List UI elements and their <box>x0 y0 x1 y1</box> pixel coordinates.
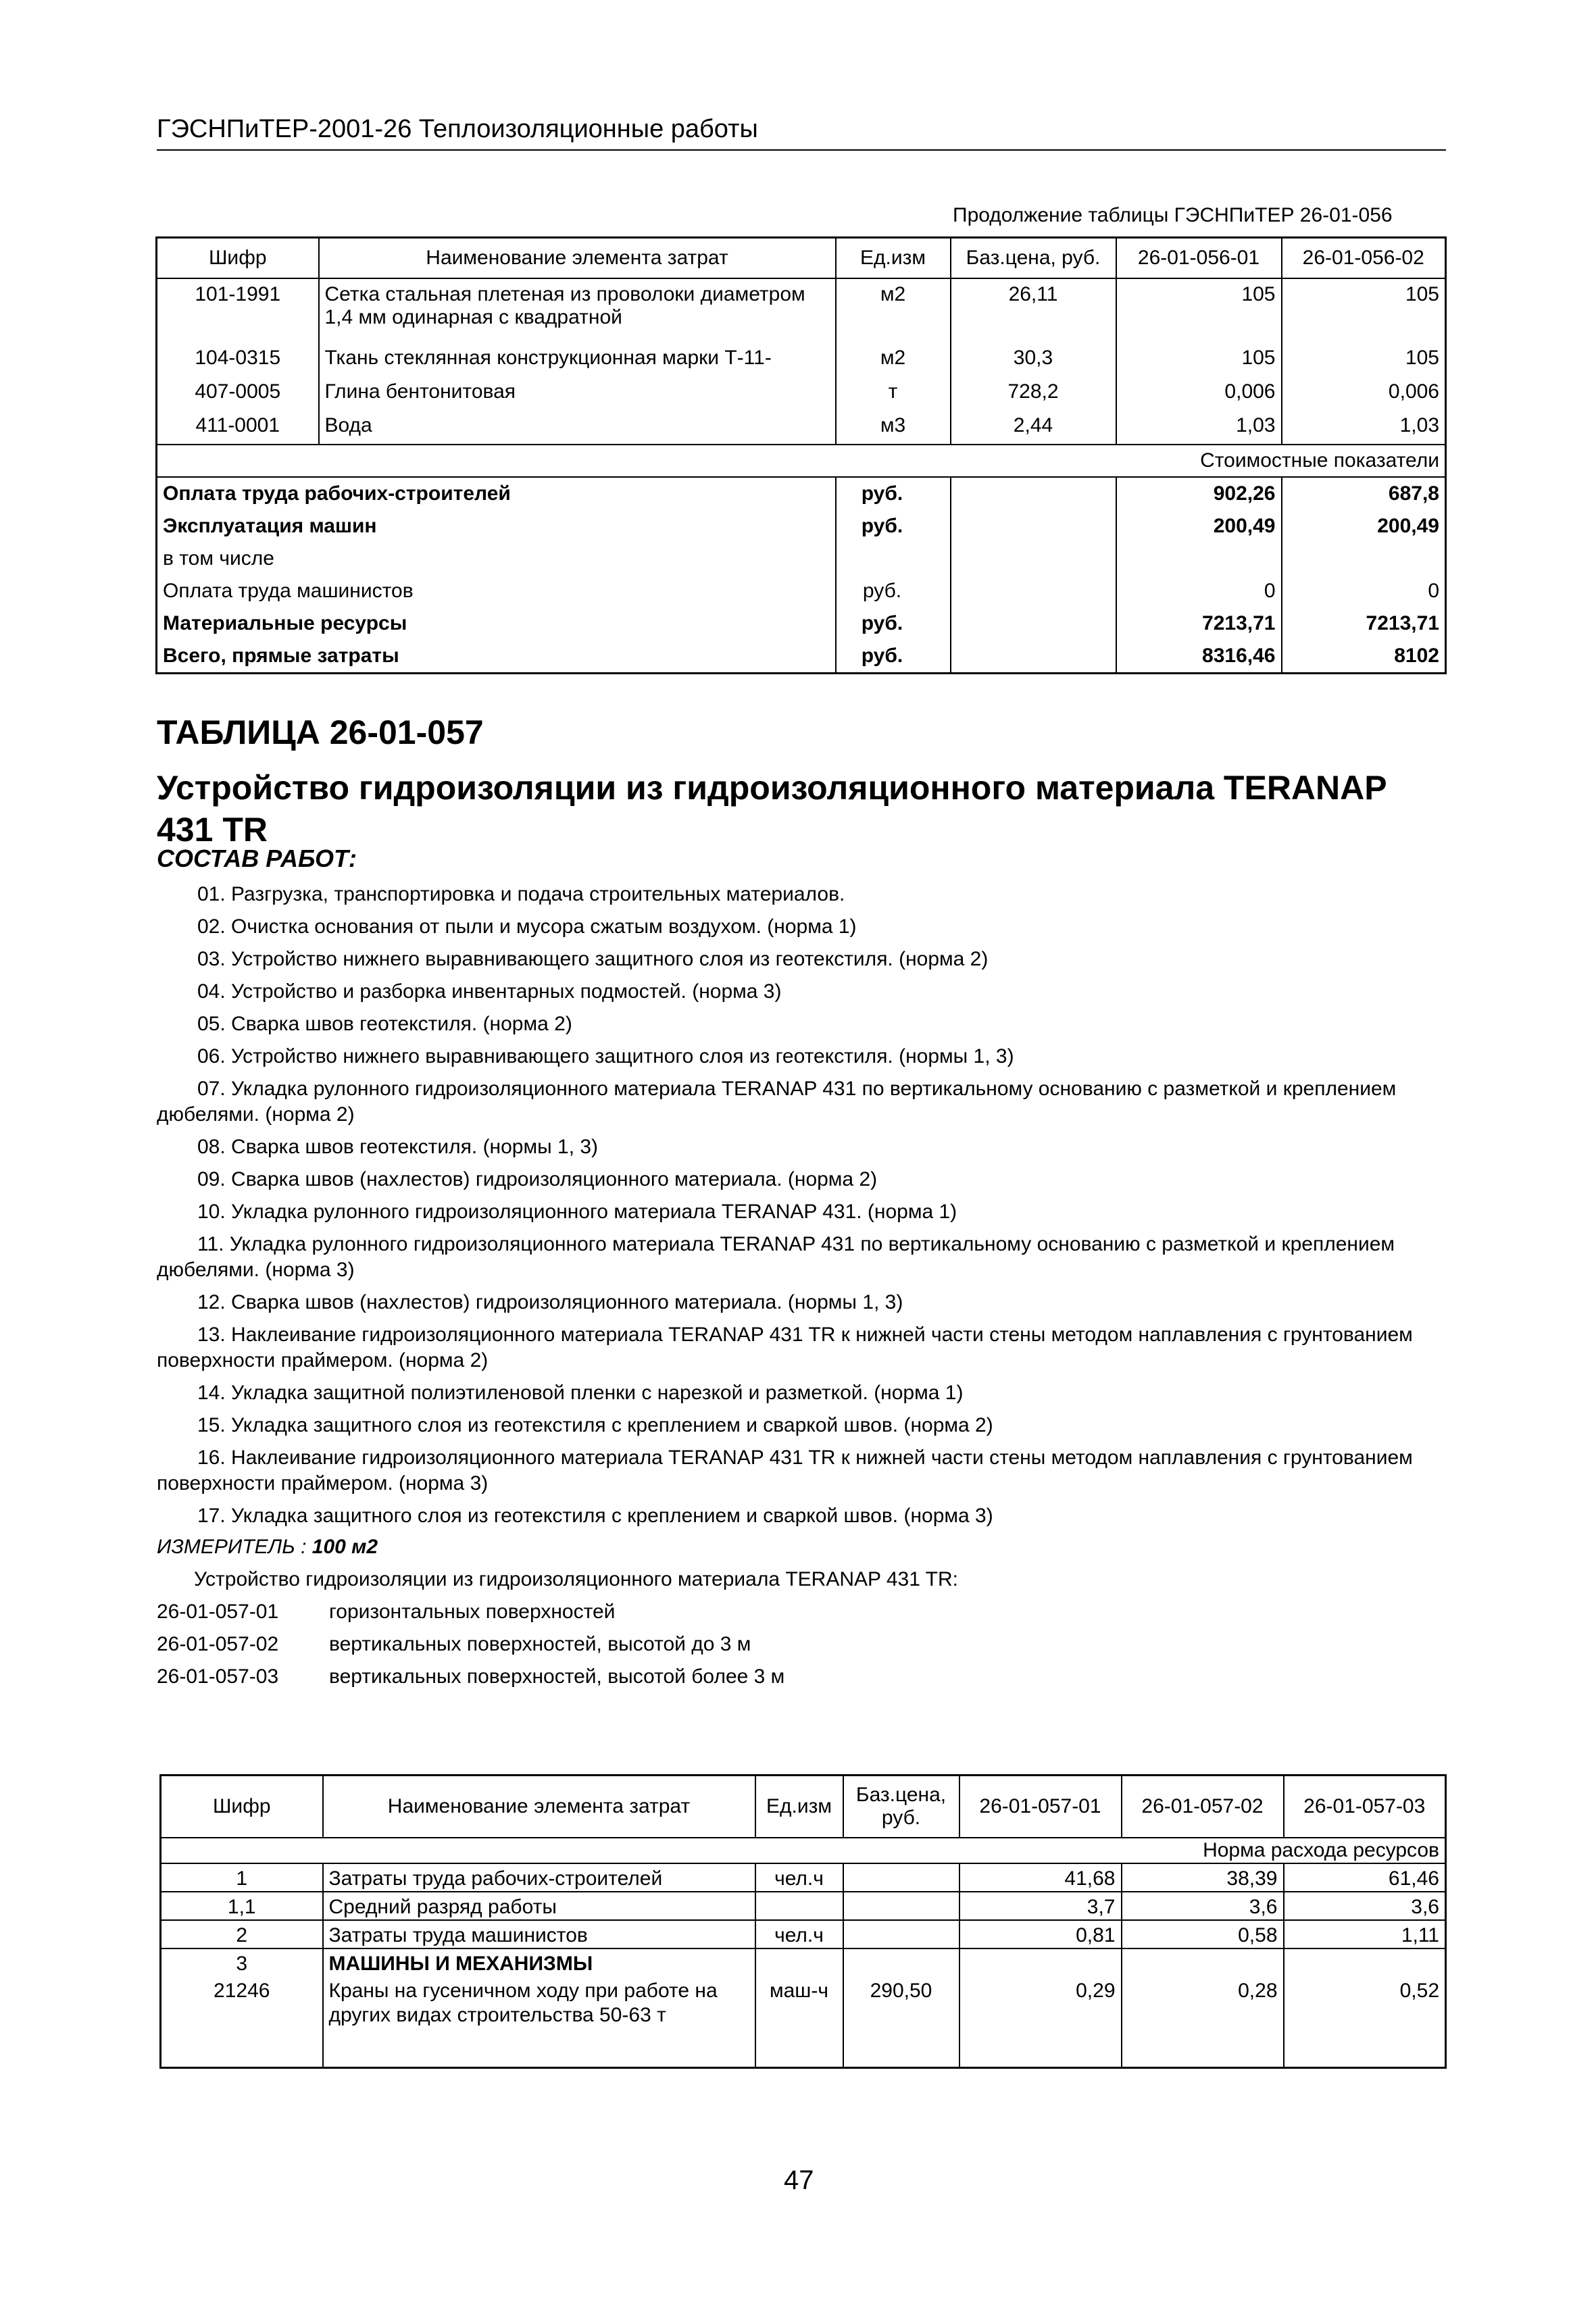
measure-value: 100 м2 <box>311 1536 378 1558</box>
table-title: ТАБЛИЦА 26-01-057 <box>157 713 484 751</box>
table-header-row <box>161 1776 1446 1838</box>
cost-empty <box>951 575 1116 607</box>
cell-code: 1 <box>161 1863 323 1892</box>
cell-name: Затраты труда рабочих-строителей <box>323 1863 755 1892</box>
resources-table-057 <box>159 1774 1447 2069</box>
cell-code: 1,1 <box>161 1892 323 1920</box>
cell-code: 2 <box>161 1920 323 1948</box>
work-composition <box>157 882 1434 1696</box>
norm-codes <box>157 1567 1434 1690</box>
measure-unit <box>157 1534 1434 1560</box>
cell-value-1: 0,81 <box>959 1920 1122 1948</box>
cell-value-2: 0,58 <box>1122 1920 1284 1948</box>
cell-value-1: 3,7 <box>959 1892 1122 1920</box>
norm-code: 26-01-057-03 <box>157 1665 279 1688</box>
cell-name: Сетка стальная плетеная из проволоки диаметром 1,4 мм одинарная с квадратной <box>319 278 836 343</box>
cost-label: Эксплуатация машин <box>157 510 836 543</box>
cell-name: Глина бентонитовая <box>319 376 836 410</box>
cell-unit: м2 <box>836 343 951 376</box>
cell-value-3: 1,11 <box>1284 1920 1446 1948</box>
col-header-unit: Ед.изм <box>755 1776 843 1838</box>
table-row <box>161 1948 1446 1976</box>
work-item: 12. Сварка швов (нахлестов) гидроизоляционного материала. (нормы 1, 3) <box>197 1291 903 1313</box>
cost-label: Материальные ресурсы <box>157 607 836 640</box>
col-header-norm3: 26-01-057-03 <box>1284 1776 1446 1838</box>
cost-value-1: 200,49 <box>1116 510 1282 543</box>
cost-row <box>157 607 1446 640</box>
norm-section-header <box>161 1838 1446 1863</box>
cell-unit: чел.ч <box>755 1920 843 1948</box>
cell-price: 2,44 <box>951 410 1116 445</box>
cell-value-1: 105 <box>1116 278 1282 343</box>
cell-name: Ткань стеклянная конструкционная марки Т-11- <box>319 343 836 376</box>
col-header-norm1: 26-01-056-01 <box>1116 238 1282 279</box>
cost-label: Оплата труда рабочих-строителей <box>157 477 836 510</box>
cell-value-1: 105 <box>1116 343 1282 376</box>
resources-table-056 <box>155 236 1447 674</box>
cost-row <box>157 510 1446 543</box>
table-row <box>161 1920 1446 1948</box>
cell-value-2: 38,39 <box>1122 1863 1284 1892</box>
cell-value-2: 1,03 <box>1282 410 1446 445</box>
cell-price <box>843 1892 959 1920</box>
cell-name: Средний разряд работы <box>323 1892 755 1920</box>
cell-unit: т <box>836 376 951 410</box>
cost-value-1: 0 <box>1116 575 1282 607</box>
col-header-code: Шифр <box>157 238 319 279</box>
table-row <box>161 1892 1446 1920</box>
cost-section-header <box>157 445 1446 477</box>
cell-code: 21246 <box>161 1976 323 2068</box>
cell-price: 30,3 <box>951 343 1116 376</box>
cell-code: 407-0005 <box>157 376 319 410</box>
cost-unit: руб. <box>836 477 951 510</box>
cell-price: 290,50 <box>843 1976 959 2068</box>
cost-empty <box>951 477 1116 510</box>
cell-name: Краны на гусеничном ходу при работе на других видах строительства 50-63 т <box>323 1976 755 2068</box>
work-item: 07. Укладка рулонного гидроизоляционного материала TERANAP 431 по вертикальному основанию с разметкой и креплением дюбелями. (норма 2) <box>157 1078 1397 1126</box>
cell-code: 411-0001 <box>157 410 319 445</box>
cell-price: 728,2 <box>951 376 1116 410</box>
work-item: 05. Сварка швов геотекстиля. (норма 2) <box>197 1013 572 1035</box>
table-row <box>157 278 1446 343</box>
work-composition-label: СОСТАВ РАБОТ: <box>157 845 357 872</box>
work-item: 03. Устройство нижнего выравнивающего защитного слоя из геотекстиля. (норма 2) <box>197 948 989 970</box>
measure-label: ИЗМЕРИТЕЛЬ : <box>157 1536 307 1558</box>
col-header-price: Баз.цена, руб. <box>951 238 1116 279</box>
cell-value-2: 3,6 <box>1122 1892 1284 1920</box>
col-header-name: Наименование элемента затрат <box>323 1776 755 1838</box>
work-item: 11. Укладка рулонного гидроизоляционного материала TERANAP 431 по вертикальному основанию с разметкой и креплением дюбелями. (норма 3) <box>157 1233 1395 1281</box>
norm-code: 26-01-057-01 <box>157 1601 279 1623</box>
work-item: 10. Укладка рулонного гидроизоляционного материала TERANAP 431. (норма 1) <box>197 1201 957 1223</box>
work-item: 09. Сварка швов (нахлестов) гидроизоляционного материала. (норма 2) <box>197 1168 878 1190</box>
cost-value-1: 7213,71 <box>1116 607 1282 640</box>
cost-unit: руб. <box>836 607 951 640</box>
norm-section-title: Норма расхода ресурсов <box>161 1838 1446 1863</box>
work-item: 15. Укладка защитного слоя из геотекстиля с креплением и сваркой швов. (норма 2) <box>197 1414 993 1436</box>
cost-row <box>157 640 1446 674</box>
table-continuation-note: Продолжение таблицы ГЭСНПиТЕР 26-01-056 <box>953 204 1393 226</box>
cell-value-3: 61,46 <box>1284 1863 1446 1892</box>
page-number: 47 <box>784 2165 814 2195</box>
cell-value-2: 105 <box>1405 347 1439 369</box>
table-row <box>157 376 1446 410</box>
cost-unit: руб. <box>836 575 951 607</box>
work-item: 14. Укладка защитной полиэтиленовой пленки с нарезкой и разметкой. (норма 1) <box>197 1382 964 1404</box>
cell-value-2: 0,28 <box>1122 1976 1284 2068</box>
cost-unit: руб. <box>836 510 951 543</box>
work-item: 08. Сварка швов геотекстиля. (нормы 1, 3) <box>197 1136 599 1158</box>
cost-empty <box>951 543 1116 575</box>
section-title: Устройство гидроизоляции из гидроизоляционного материала TERANAP 431 TR <box>157 769 1387 849</box>
cell-value-1: 41,68 <box>959 1863 1122 1892</box>
cost-value-1: 8316,46 <box>1116 640 1282 674</box>
cost-row <box>157 575 1446 607</box>
cost-row <box>157 477 1446 510</box>
cell-price: 26,11 <box>951 278 1116 343</box>
cost-value-2 <box>1282 543 1446 575</box>
cell-value-2 <box>1122 1948 1284 1976</box>
cell-code: 101-1991 <box>157 278 319 343</box>
cost-row <box>157 543 1446 575</box>
cost-value-2: 200,49 <box>1377 515 1439 537</box>
norm-code-row <box>157 1599 1434 1625</box>
col-header-norm1: 26-01-057-01 <box>959 1776 1122 1838</box>
cost-label: в том числе <box>157 543 836 575</box>
cell-code: 104-0315 <box>157 343 319 376</box>
cost-empty <box>951 510 1116 543</box>
work-item: 17. Укладка защитного слоя из геотекстиля с креплением и сваркой швов. (норма 3) <box>197 1505 993 1527</box>
col-header-unit: Ед.изм <box>836 238 951 279</box>
table-header-row <box>157 238 1446 279</box>
cost-label: Оплата труда машинистов <box>157 575 836 607</box>
work-item: 02. Очистка основания от пыли и мусора сжатым воздухом. (норма 1) <box>197 915 857 938</box>
cost-section-title: Стоимостные показатели <box>157 445 1446 477</box>
cost-value-1 <box>1116 543 1282 575</box>
cell-value-1 <box>959 1948 1122 1976</box>
work-item: 16. Наклеивание гидроизоляционного материала TERANAP 431 TR к нижней части стены методом наплавления с грунтованием поверхности праймером. (норма 3) <box>157 1447 1413 1494</box>
cell-price <box>843 1920 959 1948</box>
table-row <box>161 1976 1446 2068</box>
cost-value-2: 687,8 <box>1388 482 1439 505</box>
cost-empty <box>951 640 1116 674</box>
cost-value-2: 0 <box>1428 580 1439 602</box>
page-header: ГЭСНПиТЕР-2001-26 Теплоизоляционные работы <box>157 115 1446 151</box>
cell-value-3: 3,6 <box>1284 1892 1446 1920</box>
cell-unit: м2 <box>836 278 951 343</box>
cost-empty <box>951 607 1116 640</box>
cost-value-1: 902,26 <box>1116 477 1282 510</box>
norm-desc: вертикальных поверхностей, высотой более 3 м <box>329 1665 785 1688</box>
col-header-code: Шифр <box>161 1776 323 1838</box>
cell-value-1: 1,03 <box>1116 410 1282 445</box>
col-header-name: Наименование элемента затрат <box>319 238 836 279</box>
cost-value-2: 8102 <box>1394 645 1439 667</box>
cell-name: Вода <box>319 410 836 445</box>
cell-name: МАШИНЫ И МЕХАНИЗМЫ <box>323 1948 755 1976</box>
cost-unit: руб. <box>836 640 951 674</box>
norm-desc: горизонтальных поверхностей <box>329 1601 616 1623</box>
work-item: 01. Разгрузка, транспортировка и подача строительных материалов. <box>197 883 845 905</box>
cell-price <box>843 1863 959 1892</box>
table-row <box>157 410 1446 445</box>
col-header-norm2: 26-01-057-02 <box>1122 1776 1284 1838</box>
cell-price <box>843 1948 959 1976</box>
work-item: 13. Наклеивание гидроизоляционного материала TERANAP 431 TR к нижней части стены методом наплавления с грунтованием поверхности праймером. (норма 2) <box>157 1324 1413 1372</box>
cell-value-1: 0,29 <box>959 1976 1122 2068</box>
table-row <box>157 343 1446 376</box>
cell-unit <box>755 1892 843 1920</box>
cost-unit <box>836 543 951 575</box>
cell-value-1: 0,006 <box>1116 376 1282 410</box>
norm-code-row <box>157 1664 1434 1690</box>
cell-unit: м3 <box>836 410 951 445</box>
cell-value-2: 0,006 <box>1388 380 1439 403</box>
norm-code: 26-01-057-02 <box>157 1633 279 1655</box>
cell-name: Затраты труда машинистов <box>323 1920 755 1948</box>
cost-value-2: 7213,71 <box>1366 612 1439 634</box>
norm-codes-intro: Устройство гидроизоляции из гидроизоляционного материала TERANAP 431 TR: <box>194 1568 959 1590</box>
cell-unit: маш-ч <box>755 1976 843 2068</box>
cost-label: Всего, прямые затраты <box>157 640 836 674</box>
cell-value-3 <box>1284 1948 1446 1976</box>
norm-desc: вертикальных поверхностей, высотой до 3 м <box>329 1633 751 1655</box>
table-row <box>161 1863 1446 1892</box>
work-item: 04. Устройство и разборка инвентарных подмостей. (норма 3) <box>197 980 782 1003</box>
col-header-norm2: 26-01-056-02 <box>1282 238 1446 279</box>
norm-code-row <box>157 1632 1434 1657</box>
work-item: 06. Устройство нижнего выравнивающего защитного слоя из геотекстиля. (нормы 1, 3) <box>197 1045 1014 1067</box>
cell-value-3: 0,52 <box>1399 1980 1439 2002</box>
cell-value-2: 105 <box>1405 283 1439 305</box>
cell-unit: чел.ч <box>755 1863 843 1892</box>
cell-code: 3 <box>161 1948 323 1976</box>
col-header-price: Баз.цена, руб. <box>843 1776 959 1838</box>
cell-unit <box>755 1948 843 1976</box>
